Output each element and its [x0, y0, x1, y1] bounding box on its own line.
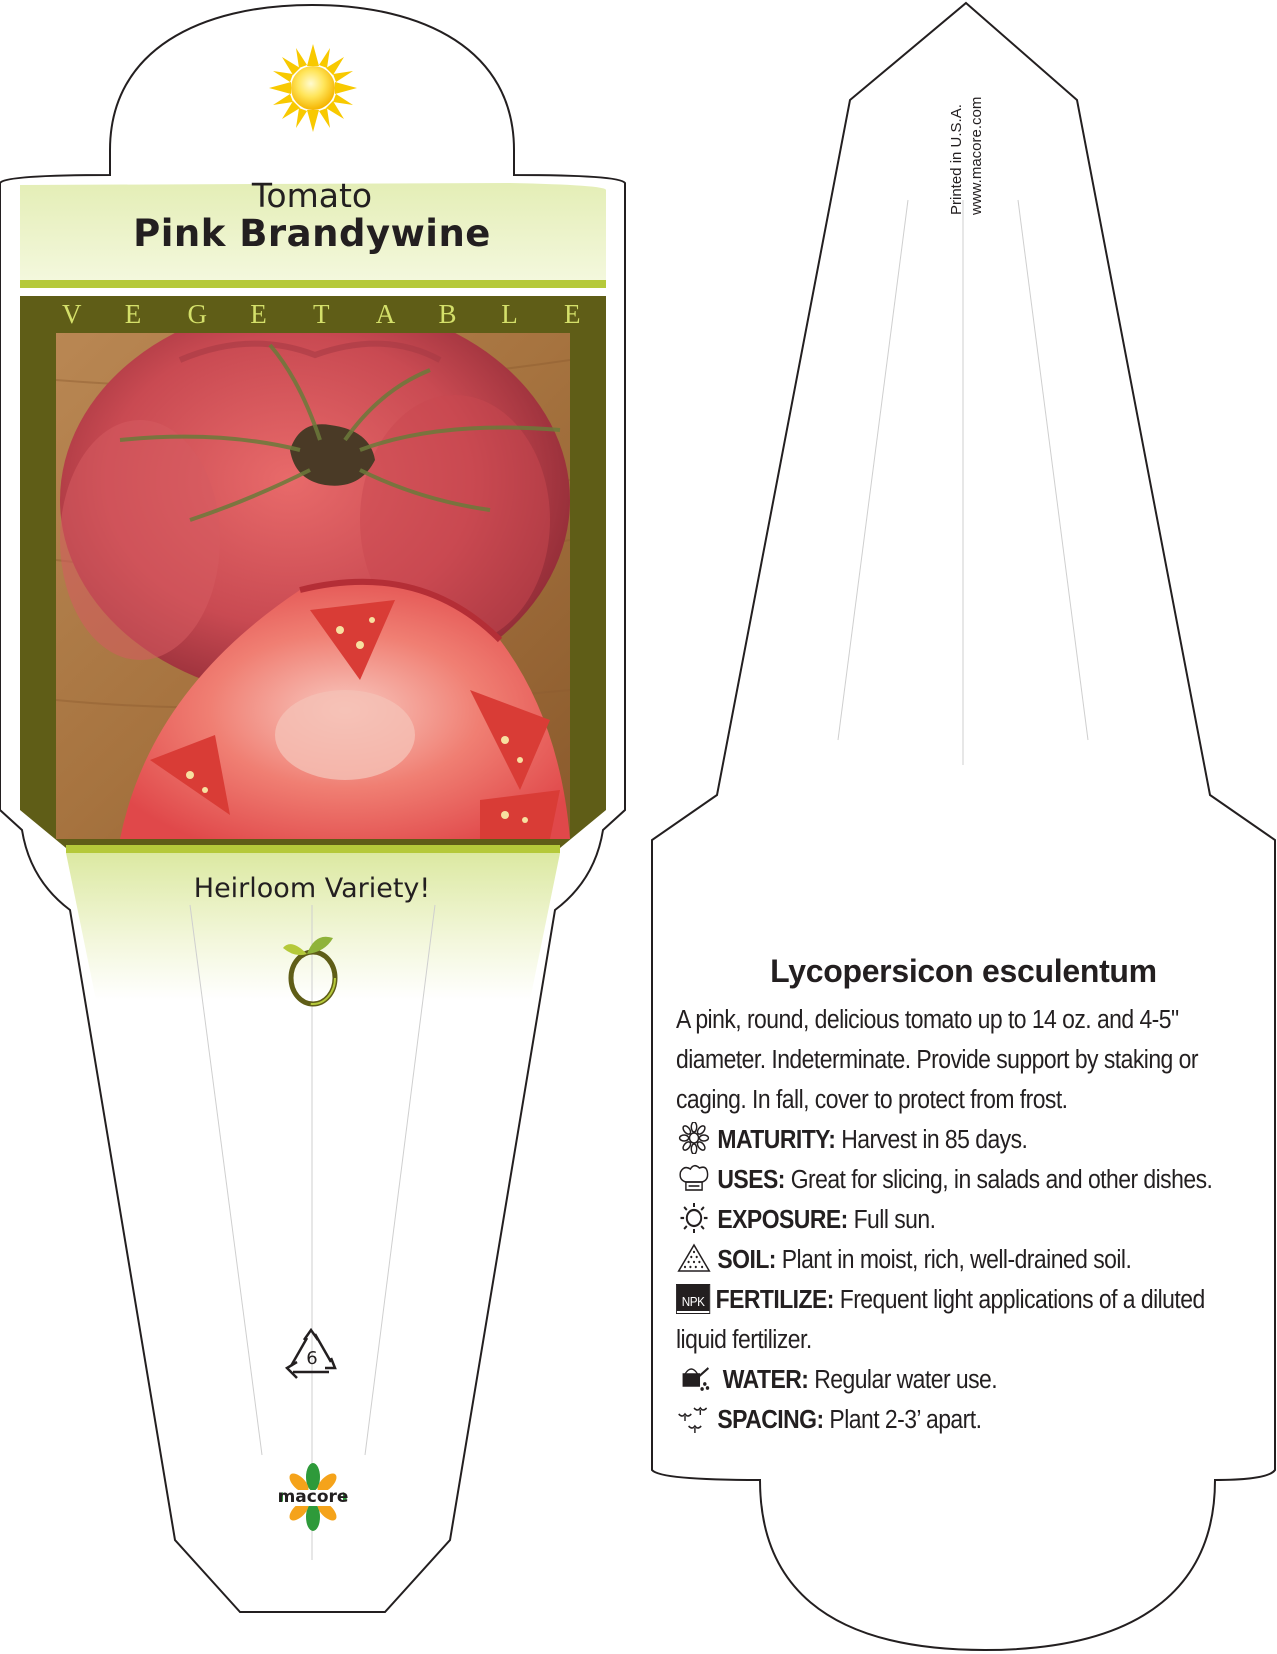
care-text: Frequent light applications of a diluted liquid fertilizer.: [676, 1286, 1205, 1354]
chef-hat-icon: [676, 1162, 712, 1194]
tomato-photo: [56, 298, 581, 839]
soil-icon: [676, 1242, 712, 1274]
variety-name: Pink Brandywine: [133, 212, 491, 255]
category-letter: L: [501, 298, 518, 329]
care-text: Great for slicing, in salads and other dishes.: [790, 1166, 1213, 1194]
sun-icon: [269, 44, 357, 132]
flower-icon: [676, 1122, 712, 1154]
care-row-soil: [676, 1240, 1216, 1280]
printed-url: www.macore.com: [968, 96, 985, 215]
category-letter: B: [438, 298, 457, 329]
care-label: USES:: [717, 1166, 785, 1194]
printed-origin: Printed in U.S.A.: [948, 104, 965, 215]
watering-can-icon: [676, 1362, 712, 1394]
care-label: FERTILIZE:: [715, 1286, 834, 1314]
care-text: Harvest in 85 days.: [841, 1126, 1028, 1154]
care-row-exposure: [676, 1200, 1216, 1240]
care-label: SPACING:: [717, 1406, 824, 1434]
npk-label: NPK: [677, 1293, 709, 1311]
category-letter: G: [187, 298, 207, 329]
category-band: [22, 297, 605, 331]
care-text: Plant 2-3’ apart.: [829, 1406, 982, 1434]
spacing-icon: [676, 1402, 712, 1434]
care-text: Full sun.: [853, 1206, 936, 1234]
printed-info: [947, 45, 987, 215]
brand-name: macore: [277, 1487, 349, 1507]
tagline: Heirloom Variety!: [193, 873, 431, 904]
category-letter: E: [564, 298, 581, 329]
care-row-uses: [676, 1160, 1216, 1200]
care-row-fertilize: [676, 1280, 1252, 1360]
care-text: Regular water use.: [814, 1366, 998, 1394]
care-row-water: [676, 1360, 1216, 1400]
npk-icon: [676, 1284, 710, 1314]
care-row-spacing: [676, 1400, 1216, 1440]
care-text: Plant in moist, rich, well-drained soil.: [781, 1246, 1132, 1274]
common-name: Tomato: [251, 176, 373, 215]
recycle-code: 6: [306, 1348, 318, 1369]
care-label: WATER:: [722, 1366, 809, 1394]
category-letter: V: [62, 298, 82, 329]
care-label: EXPOSURE:: [717, 1206, 848, 1234]
category-letter: T: [313, 298, 330, 329]
category-letter: A: [375, 298, 396, 329]
care-label: MATURITY:: [717, 1126, 836, 1154]
category-letter: E: [124, 298, 142, 329]
description: A pink, round, delicious tomato up to 14 oz. and 4-5" diameter. Indeterminate. Provide support by staking or caging. In fall, cover to protect from frost.: [676, 1006, 1198, 1114]
care-label: SOIL:: [717, 1246, 776, 1274]
care-row-maturity: [676, 1120, 1216, 1160]
botanical-name: Lycopersicon esculentum: [770, 953, 1157, 989]
category-letter: E: [250, 298, 267, 329]
sun-outline-icon: [676, 1202, 712, 1234]
